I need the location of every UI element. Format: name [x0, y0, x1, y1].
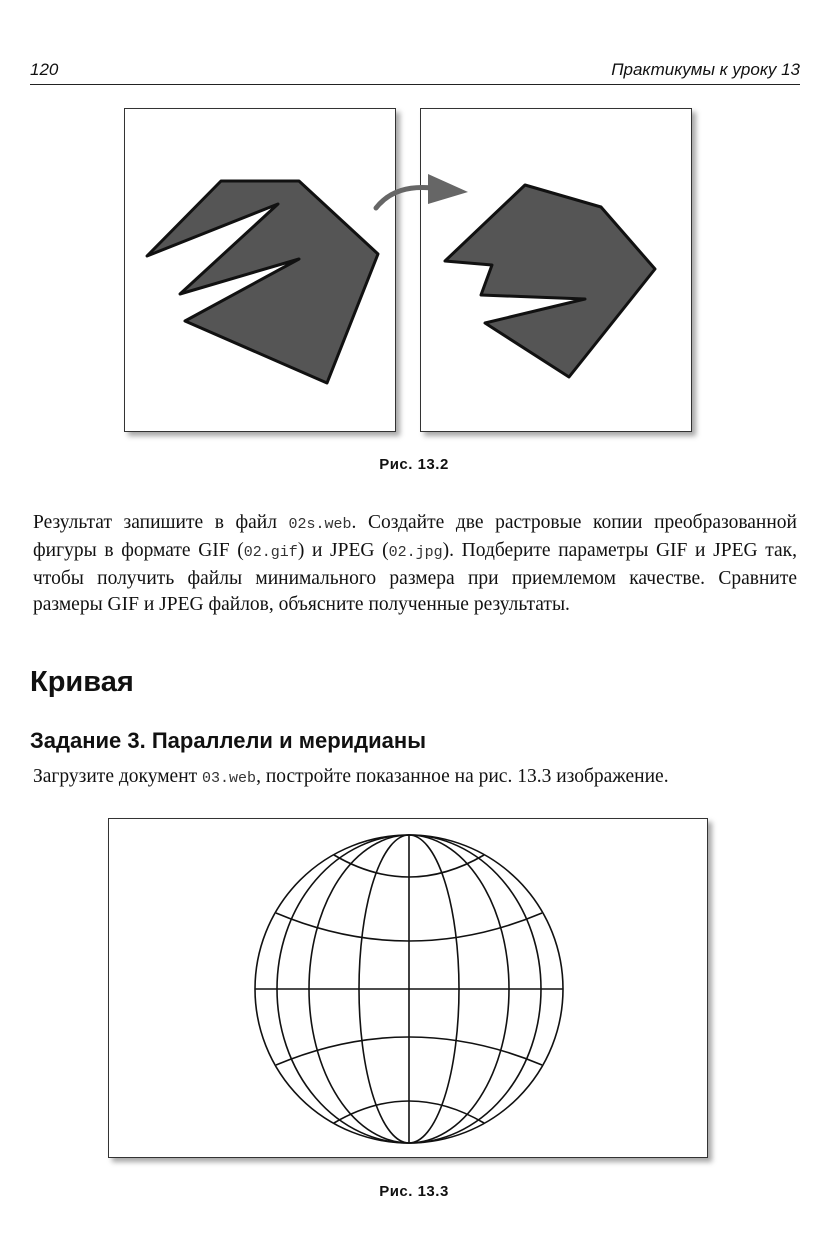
paragraph1-text-4: ). Подберите параметры GIF и JPEG так, чтобы получить файлы минимального размера при приемлемом качестве. Сравните размеры GIF и JPEG файлов, объясните полученные результаты. [33, 540, 797, 615]
paragraph2-text-2: , постройте показанное на рис. 13.3 изображение. [256, 766, 669, 787]
page-header [30, 58, 800, 85]
figure-13-3-panel [108, 818, 708, 1158]
paragraph-result-instructions [33, 510, 797, 618]
paragraph-load-document [33, 764, 797, 792]
transformed-polygon [445, 185, 655, 377]
paragraph1-text-1: Результат запишите в файл [33, 512, 289, 533]
transform-arrow-icon [370, 168, 470, 218]
filename-02s-web: 02s.web [288, 516, 352, 533]
original-polygon-drawing [125, 109, 395, 431]
filename-02-gif: 02.gif [243, 544, 298, 561]
original-polygon [147, 181, 378, 383]
globe-drawing [109, 819, 707, 1157]
figure-13-3-caption: Рис. 13.3 [379, 1183, 449, 1200]
page-number: 120 [30, 60, 59, 79]
section-title: Кривая [30, 666, 134, 698]
paragraph1-text-2: . Создайте две растровые копии преобразованной фигуры в формате GIF ( [33, 512, 797, 561]
task-title: Задание 3. Параллели и меридианы [30, 728, 426, 753]
figure-13-2-caption: Рис. 13.2 [379, 456, 449, 473]
filename-03-web: 03.web [202, 770, 257, 787]
transformed-polygon-drawing [421, 109, 691, 431]
paragraph1-text-3: ) и JPEG ( [297, 540, 389, 561]
paragraph2-text-1: Загрузите документ [33, 766, 203, 787]
filename-02-jpg: 02.jpg [388, 544, 443, 561]
figure-13-2-right-panel [420, 108, 692, 432]
figure-13-2-left-panel [124, 108, 396, 432]
running-title: Практикумы к уроку 13 [611, 60, 800, 79]
